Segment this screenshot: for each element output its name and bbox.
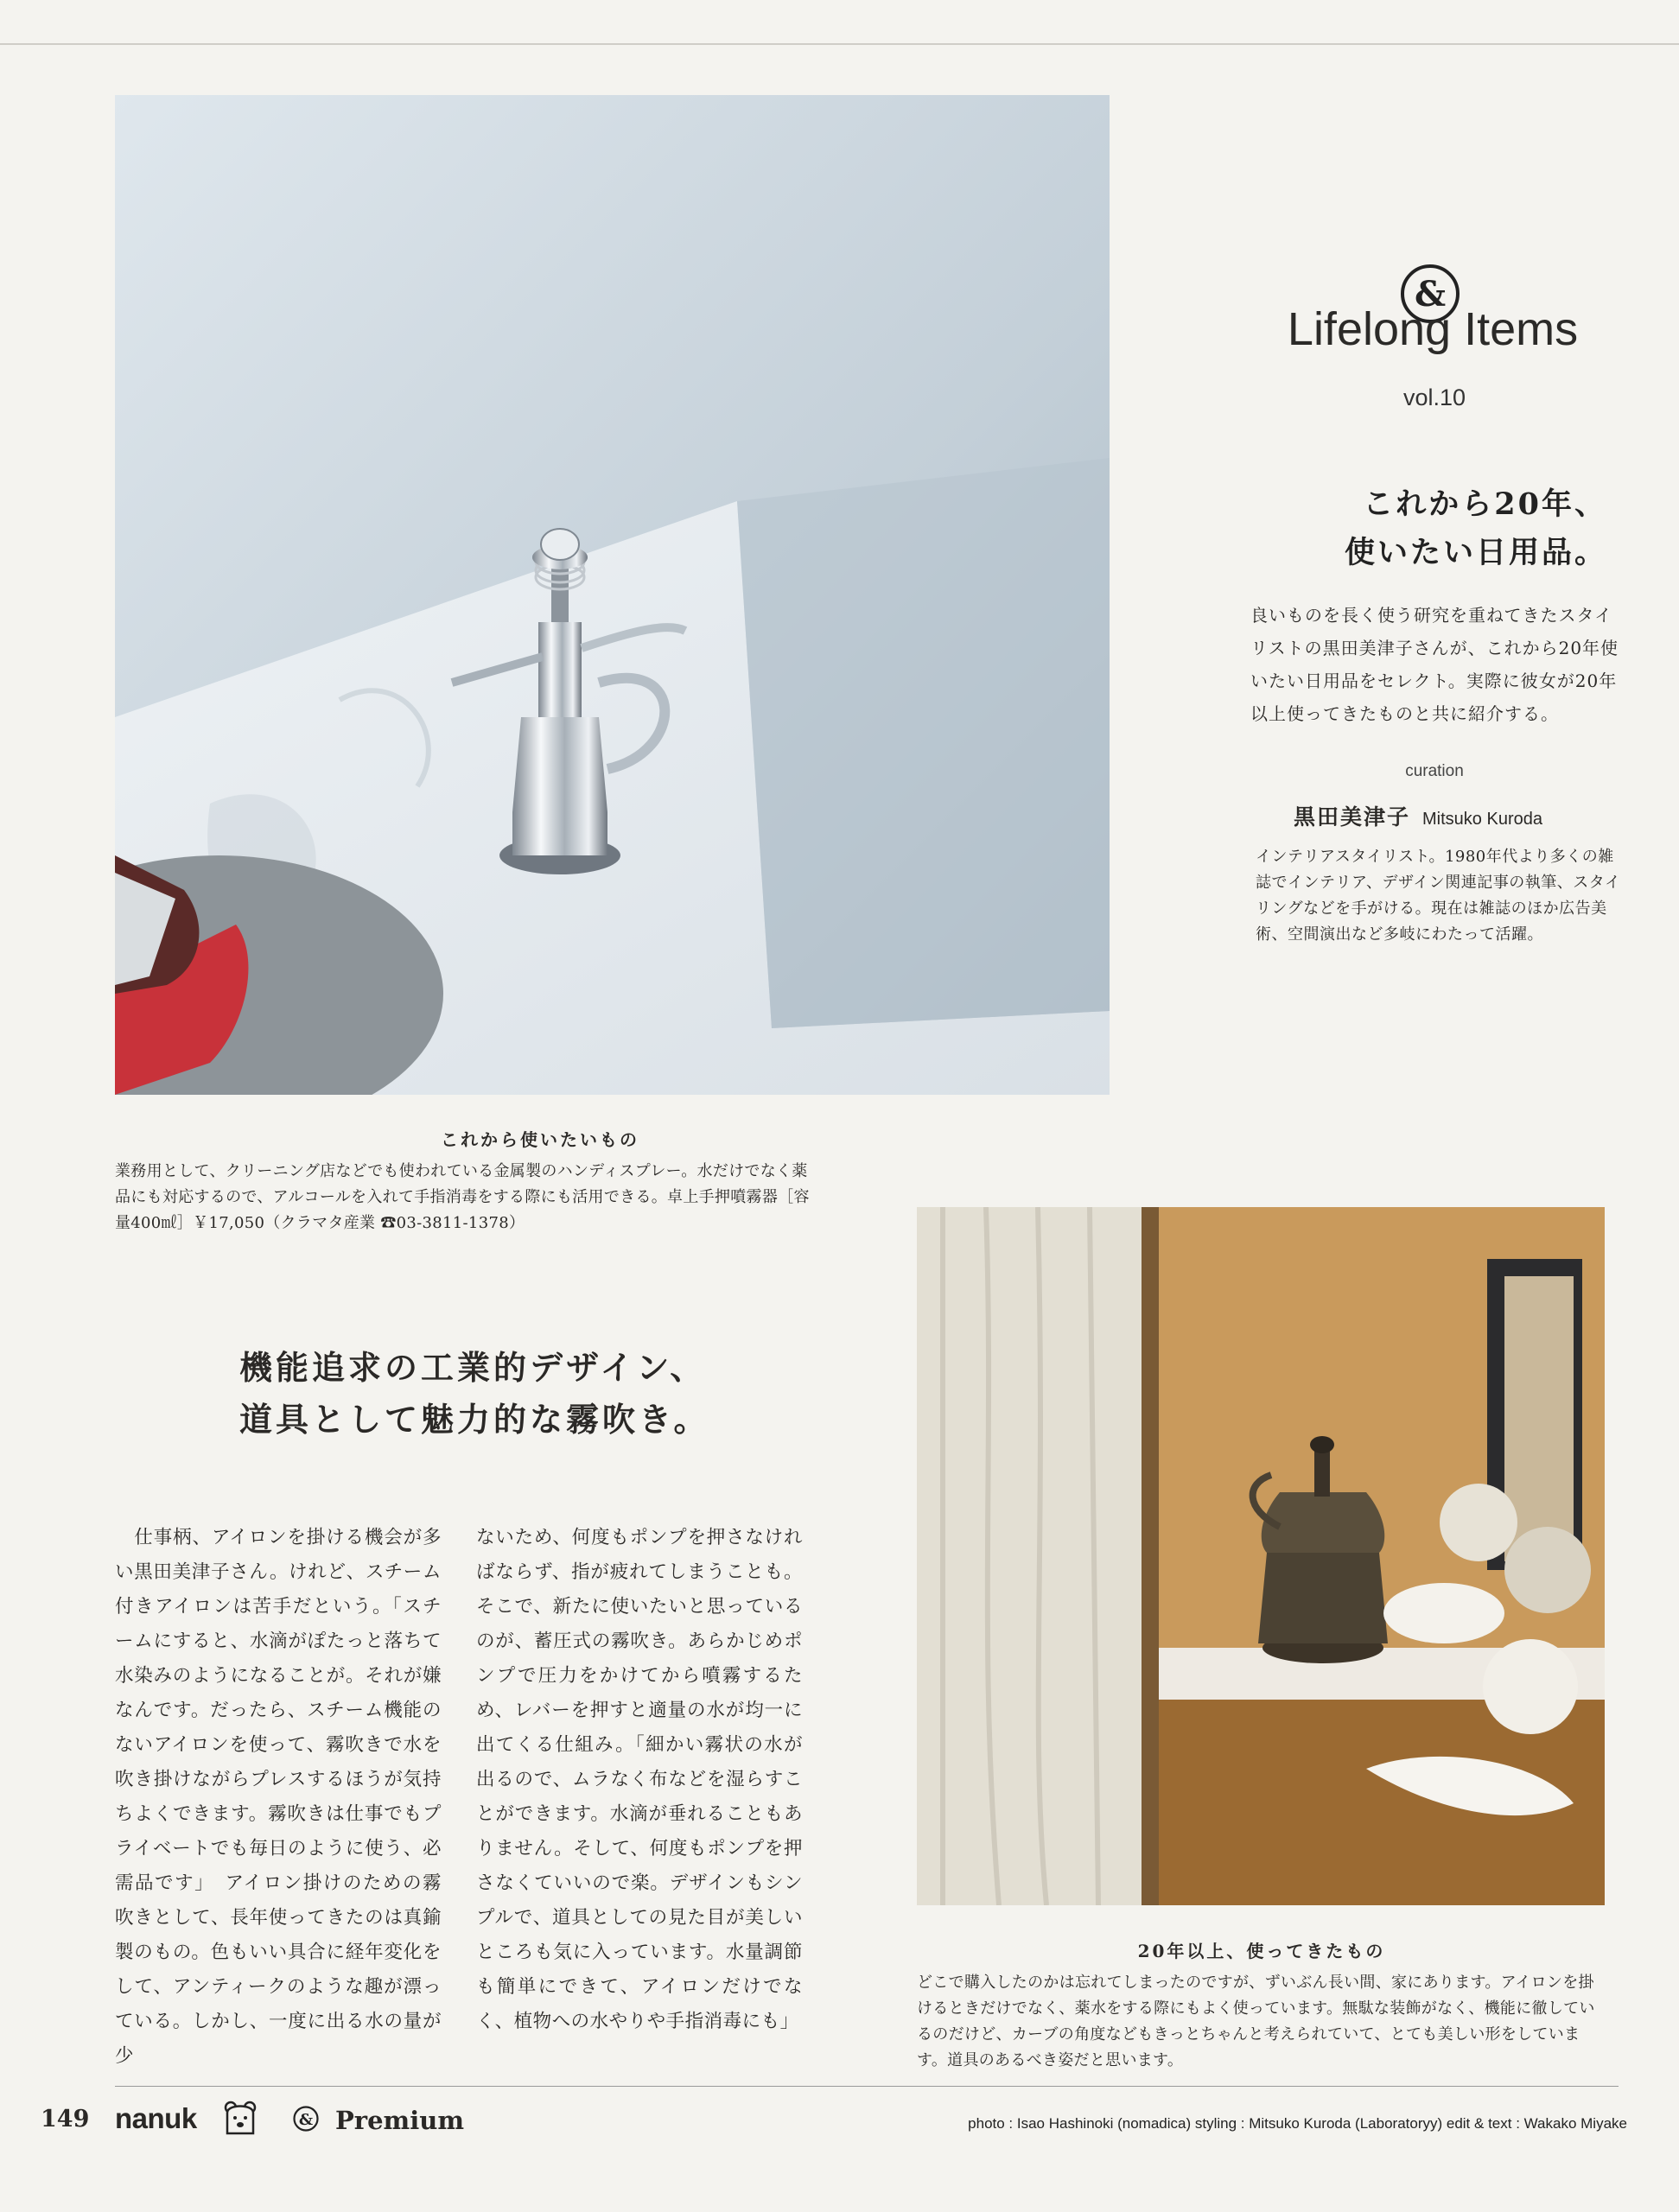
sub-caption-title: 20年以上、使ってきたもの bbox=[1137, 1941, 1386, 1961]
series-volume: vol.10 bbox=[1402, 385, 1466, 410]
section-heading-line-2: 道具として魅力的な霧吹き。 bbox=[239, 1400, 710, 1439]
curation-label: curation bbox=[1405, 762, 1464, 780]
footer-rule bbox=[115, 2086, 1619, 2087]
main-caption-title: これから使いたいもの bbox=[441, 1129, 639, 1150]
body-text-left: 仕事柄、アイロンを掛ける機会が多い黒田美津子さん。けれど、スチーム付きアイロンは苦手だという。「スチームにすると、水滴がぽたっと落ちて水染みのようになることが。それが嫌なんです。だったら、スチーム機能のないアイロンを使って、霧吹きで水を吹き掛けながらプレスするほうが気持ちよくできます。霧吹きは仕事でもプライベートでも毎日のように使う、必需品です」 アイロン掛けのための霧吹きとして、長年使ってきたのは真鍮製のもの。色もいい具合に経年変化をして、アンティークのような趣が漂っている。しかし、一度に出る水の量が少 bbox=[115, 1527, 442, 2067]
section-heading-line-1: 機能追求の工業的デザイン、 bbox=[239, 1348, 707, 1387]
ampersand-icon bbox=[293, 2106, 319, 2132]
body-text-right: ないため、何度もポンプを押さなければならず、指が疲れてしまうことも。そこで、新たに使いたいと思っているのが、蓄圧式の霧吹き。あらかじめポンプで圧力をかけてから噴霧するため、レバーを押すと適量の水が均一に出てくる仕組み。「細かい霧状の水が出るので、ムラなく布などを湿らすことができます。水滴が垂れることもありません。そして、何度もポンプを押さなくていいので楽。デザインもシンプルで、道具としての見た目が美しいところも気に入っています。水量調節も簡単にできて、アイロンだけでなく、植物への水やりや手指消毒にも」 bbox=[476, 1527, 803, 2032]
brand-premium: Premium bbox=[335, 2106, 465, 2135]
curator-name bbox=[1294, 800, 1542, 831]
headline-line-1: これから20年、 bbox=[1363, 486, 1607, 522]
page-number: 149 bbox=[41, 2106, 90, 2133]
main-caption-body: 業務用として、クリーニング店などでも使われている金属製のハンディスプレー。水だけでなく薬品にも対応するので、アルコールを入れて手指消毒をする際にも活用できる。卓上手押噴霧器［容量400㎖］￥17,050（クラマタ産業 ☎03-3811-1378） bbox=[115, 1162, 810, 1232]
brass-sprayer-photo-illustration bbox=[917, 1207, 1605, 1905]
headline-line-2: 使いたい日用品。 bbox=[1344, 535, 1607, 570]
series-title: Lifelong Items bbox=[1287, 303, 1579, 355]
sub-photo bbox=[917, 1207, 1605, 1905]
top-rule bbox=[0, 43, 1679, 45]
bear-icon bbox=[224, 2101, 257, 2135]
sub-caption-body: どこで購入したのかは忘れてしまったのですが、ずいぶん長い間、家にあります。アイロンを掛けるときだけでなく、薬水をする際にもよく使っています。無駄な装飾がなく、機能に徹しているのだけど、カーブの角度などもきっとちゃんと考えられていて、とても美しい形をしています。道具のあるべき姿だと思います。 bbox=[917, 1974, 1595, 2069]
svg-text:&: & bbox=[298, 2111, 314, 2129]
lead-text: 良いものを長く使う研究を重ねてきたスタイリストの黒田美津子さんが、これから20年使いたい日用品をセレクト。実際に彼女が20年以上使ってきたものと共に紹介する。 bbox=[1250, 605, 1619, 724]
curator-name-en: Mitsuko Kuroda bbox=[1422, 810, 1542, 829]
photo-credits: photo : Isao Hashinoki (nomadica) styling : Mitsuko Kuroda (Laboratoryy) edit & text : Wakako Miyake bbox=[968, 2115, 1627, 2132]
brand-nanuk: nanuk bbox=[115, 2102, 197, 2134]
svg-text:&: & bbox=[1414, 274, 1447, 315]
curator-name-jp: 黒田美津子 bbox=[1294, 804, 1411, 830]
curator-bio: インテリアスタイリスト。1980年代より多くの雑誌でインテリア、デザイン関連記事の執筆、スタイリングなどを手がける。現在は雑誌のほか広告美術、空間演出など多岐にわたって活躍。 bbox=[1256, 848, 1621, 944]
page-headline bbox=[1262, 480, 1607, 577]
section-heading bbox=[239, 1342, 775, 1446]
sprayer-photo-illustration bbox=[115, 95, 1110, 1095]
main-photo bbox=[115, 95, 1110, 1095]
